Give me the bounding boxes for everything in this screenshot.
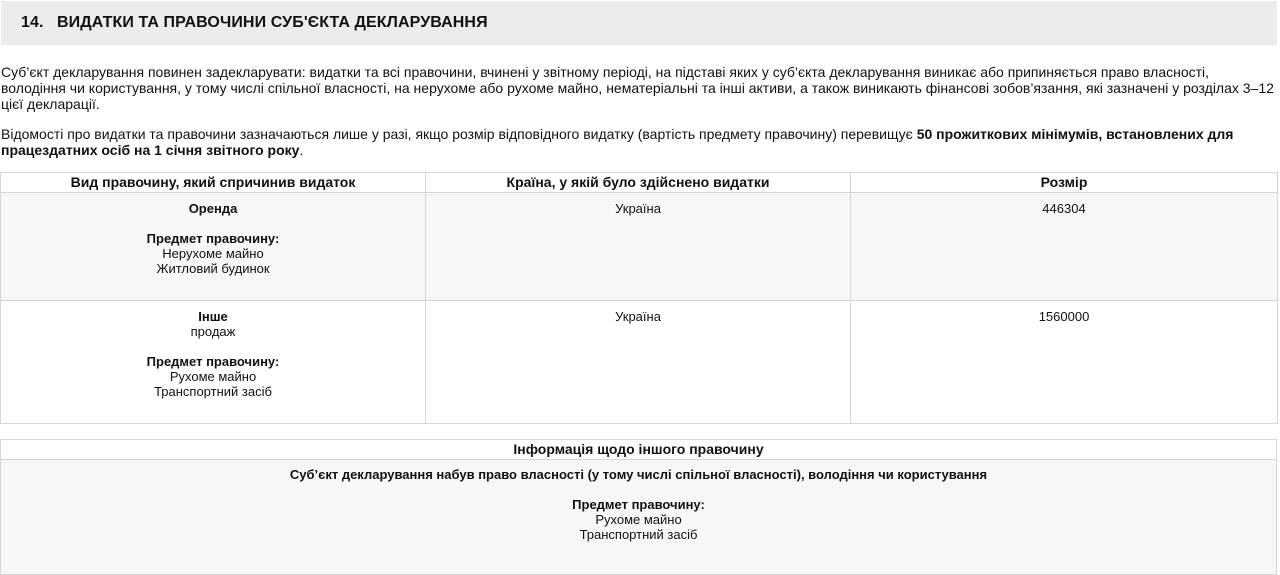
country-cell — [426, 301, 851, 424]
header-amount: Розмір — [851, 173, 1278, 193]
amount-cell — [851, 301, 1278, 424]
table-row — [1, 460, 1277, 575]
amount-value: 446304 — [1042, 201, 1086, 216]
country-value: Україна — [615, 201, 661, 216]
header-country: Країна, у якій було здійснено видатки — [426, 173, 851, 193]
country-value: Україна — [615, 309, 661, 324]
section-number: 14. — [21, 14, 44, 31]
other-transaction-table — [0, 439, 1277, 575]
transaction-type: Оренда — [188, 201, 238, 216]
subject-label: Предмет правочину: — [146, 354, 280, 369]
expenses-table — [0, 172, 1278, 424]
transaction-type: Інше — [198, 309, 228, 324]
other-transaction-header-row — [1, 440, 1277, 460]
expenses-table-header — [1, 173, 1278, 193]
table-row — [1, 193, 1278, 301]
header-transaction-type: Вид правочину, який спричинив видаток — [1, 173, 426, 193]
transaction-type-cell — [1, 301, 426, 424]
subject-category: Нерухоме майно — [162, 246, 264, 261]
subject-item: Транспортний засіб — [154, 384, 272, 399]
intro-paragraph-2-text: Відомості про видатки та правочини зазначаються лише у разі, якщо розмір відповідного видатку (вартість предмету правочину) перевищує — [1, 126, 917, 142]
subject-item: Транспортний засіб — [579, 527, 698, 542]
intro-paragraph-2-bold: 50 прожиткових мінімумів, встановлених для працездатних осіб на 1 січня звітного року — [1, 126, 1234, 158]
transaction-type-detail: продаж — [190, 324, 236, 339]
subject-item: Житловий будинок — [156, 261, 270, 276]
section-title: ВИДАТКИ ТА ПРАВОЧИНИ СУБ'ЄКТА ДЕКЛАРУВАННЯ — [57, 14, 488, 31]
other-transaction-header: Інформація щодо іншого правочину — [1, 440, 1277, 460]
intro-paragraph-2 — [1, 126, 1276, 158]
amount-value: 1560000 — [1038, 309, 1090, 324]
amount-cell — [851, 193, 1278, 301]
transaction-type-cell — [1, 193, 426, 301]
intro-paragraph-1: Суб’єкт декларування повинен задекларувати: видатки та всі правочини, вчинені у звітному періоді, на підставі яких у суб’єкта декларування виникає або припиняється право власності, володіння чи користування, у тому числі спільної власності, на нерухоме або рухоме майно, нематеріальні та інші активи, а також виникають фінансові зобов’язання, які зазначені у розділах 3–12 цієї декларації. — [1, 64, 1274, 112]
subject-category: Рухоме майно — [595, 512, 682, 527]
subject-category: Рухоме майно — [169, 369, 257, 384]
country-cell — [426, 193, 851, 301]
subject-label: Предмет правочину: — [146, 231, 280, 246]
section-header — [1, 1, 1277, 45]
intro-paragraph-2-end: . — [299, 142, 304, 158]
other-transaction-description: Суб’єкт декларування набув право власності (у тому числі спільної власності), володіння чи користування — [289, 467, 988, 482]
other-transaction-cell — [1, 460, 1277, 575]
subject-label: Предмет правочину: — [572, 497, 705, 512]
table-row — [1, 301, 1278, 424]
